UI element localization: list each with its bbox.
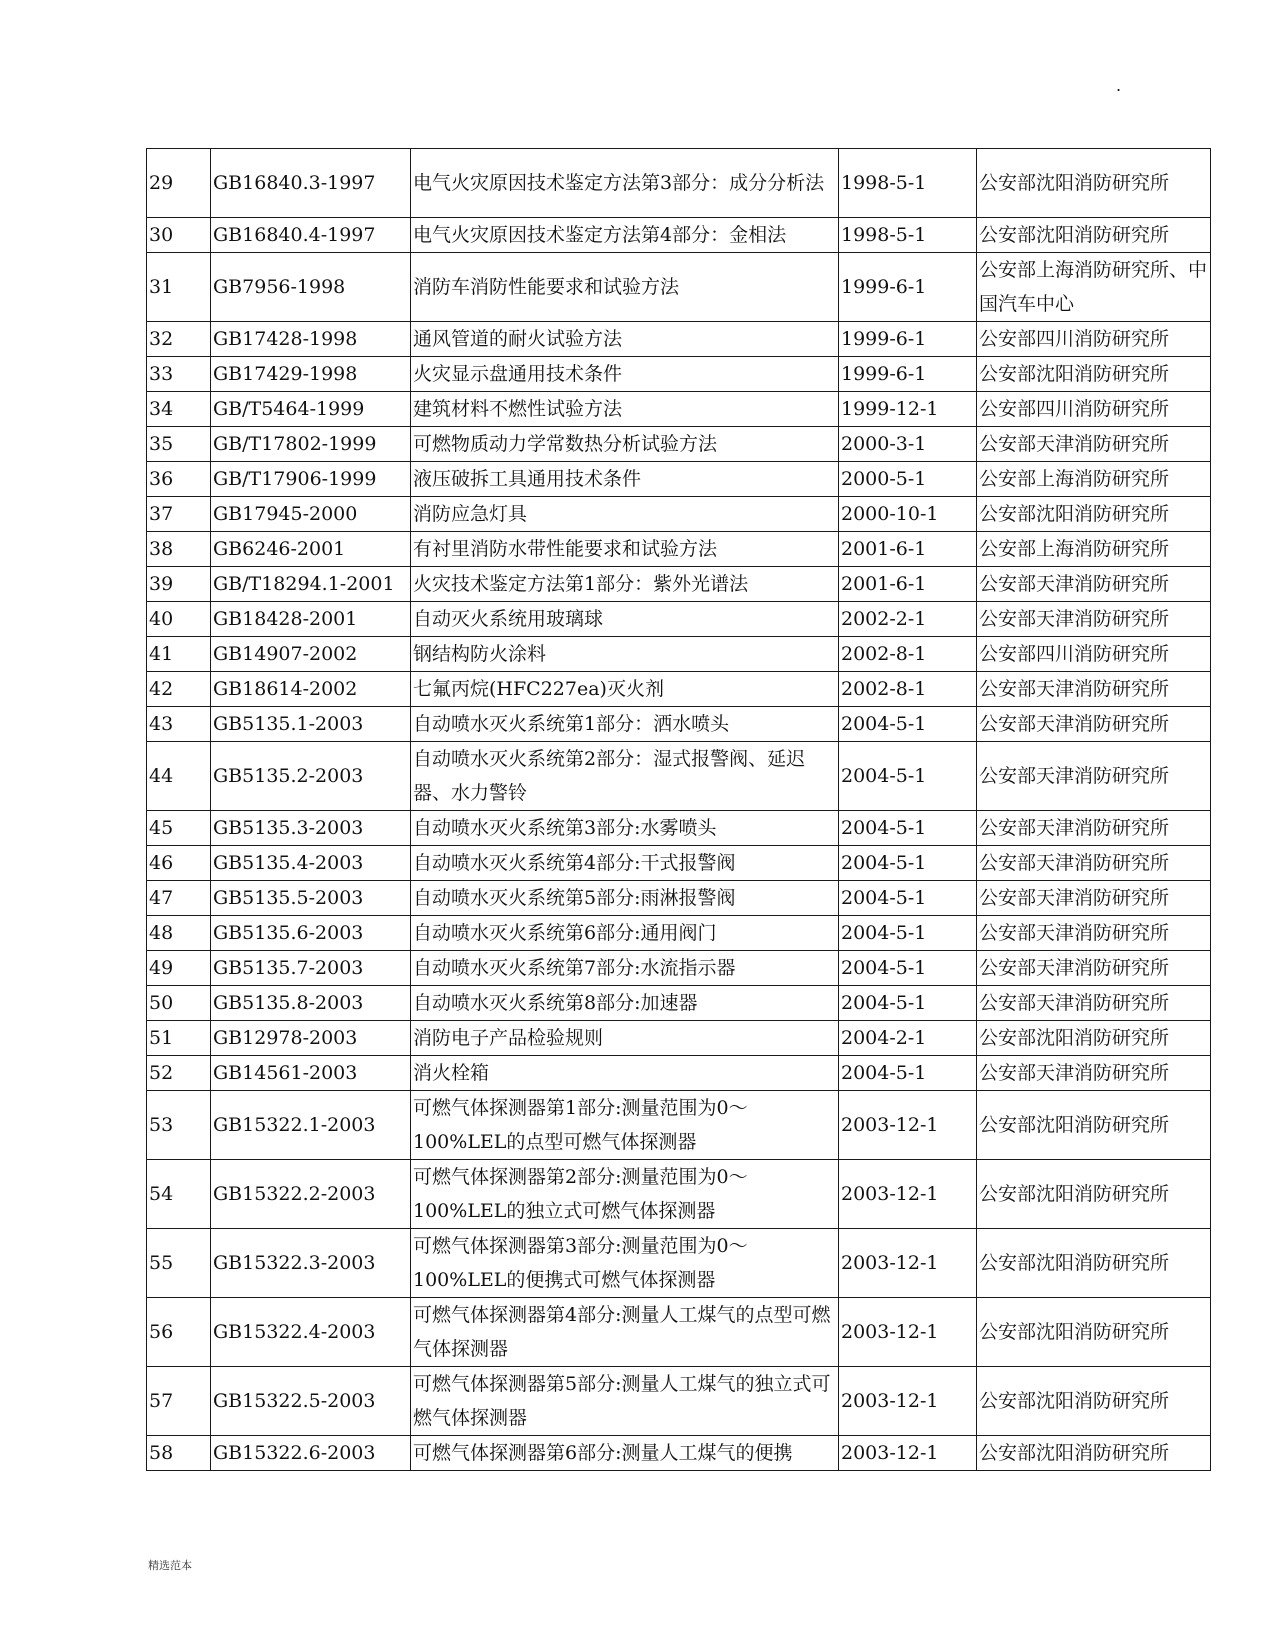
standard-code-cell: GB5135.3-2003 <box>211 811 411 846</box>
standard-code-cell: GB5135.4-2003 <box>211 846 411 881</box>
drafting-organization-cell: 公安部沈阳消防研究所 <box>977 1091 1211 1160</box>
table-row <box>147 1229 1211 1298</box>
standard-title-cell: 可燃物质动力学常数热分析试验方法 <box>411 427 839 462</box>
effective-date-cell: 1999-6-1 <box>839 322 977 357</box>
row-number-cell: 42 <box>147 672 211 707</box>
row-number-cell: 58 <box>147 1436 211 1471</box>
drafting-organization-cell: 公安部沈阳消防研究所 <box>977 218 1211 253</box>
table-row <box>147 253 1211 322</box>
standard-title-cell: 自动喷水灭火系统第4部分:干式报警阀 <box>411 846 839 881</box>
standard-title-cell: 有衬里消防水带性能要求和试验方法 <box>411 532 839 567</box>
effective-date-cell: 2001-6-1 <box>839 567 977 602</box>
standard-title-cell: 自动喷水灭火系统第8部分:加速器 <box>411 986 839 1021</box>
effective-date-cell: 2003-12-1 <box>839 1298 977 1367</box>
table-row <box>147 322 1211 357</box>
table-row <box>147 672 1211 707</box>
effective-date-cell: 2003-12-1 <box>839 1160 977 1229</box>
effective-date-cell: 2004-5-1 <box>839 916 977 951</box>
drafting-organization-cell: 公安部天津消防研究所 <box>977 916 1211 951</box>
table-row <box>147 811 1211 846</box>
effective-date-cell: 2000-3-1 <box>839 427 977 462</box>
effective-date-cell: 2002-8-1 <box>839 637 977 672</box>
effective-date-cell: 2004-2-1 <box>839 1021 977 1056</box>
table-row <box>147 497 1211 532</box>
effective-date-cell: 2004-5-1 <box>839 742 977 811</box>
row-number-cell: 57 <box>147 1367 211 1436</box>
standard-code-cell: GB5135.6-2003 <box>211 916 411 951</box>
table-row <box>147 637 1211 672</box>
standard-code-cell: GB/T17906-1999 <box>211 462 411 497</box>
standard-title-cell: 可燃气体探测器第1部分:测量范围为0～100%LEL的点型可燃气体探测器 <box>411 1091 839 1160</box>
table-row <box>147 462 1211 497</box>
drafting-organization-cell: 公安部上海消防研究所 <box>977 462 1211 497</box>
table-row <box>147 1021 1211 1056</box>
effective-date-cell: 2004-5-1 <box>839 881 977 916</box>
row-number-cell: 44 <box>147 742 211 811</box>
standard-title-cell: 钢结构防火涂料 <box>411 637 839 672</box>
standard-code-cell: GB15322.5-2003 <box>211 1367 411 1436</box>
drafting-organization-cell: 公安部天津消防研究所 <box>977 567 1211 602</box>
row-number-cell: 48 <box>147 916 211 951</box>
row-number-cell: 38 <box>147 532 211 567</box>
row-number-cell: 33 <box>147 357 211 392</box>
standard-code-cell: GB17428-1998 <box>211 322 411 357</box>
standard-code-cell: GB7956-1998 <box>211 253 411 322</box>
standard-title-cell: 自动喷水灭火系统第3部分:水雾喷头 <box>411 811 839 846</box>
standard-code-cell: GB5135.7-2003 <box>211 951 411 986</box>
effective-date-cell: 2004-5-1 <box>839 707 977 742</box>
standard-code-cell: GB18428-2001 <box>211 602 411 637</box>
drafting-organization-cell: 公安部四川消防研究所 <box>977 392 1211 427</box>
standards-table <box>146 148 1211 1471</box>
standard-code-cell: GB15322.2-2003 <box>211 1160 411 1229</box>
drafting-organization-cell: 公安部天津消防研究所 <box>977 707 1211 742</box>
table-row <box>147 846 1211 881</box>
standard-code-cell: GB/T18294.1-2001 <box>211 567 411 602</box>
drafting-organization-cell: 公安部沈阳消防研究所 <box>977 1160 1211 1229</box>
standard-code-cell: GB15322.3-2003 <box>211 1229 411 1298</box>
drafting-organization-cell: 公安部上海消防研究所、中国汽车中心 <box>977 253 1211 322</box>
row-number-cell: 40 <box>147 602 211 637</box>
table-row <box>147 602 1211 637</box>
drafting-organization-cell: 公安部沈阳消防研究所 <box>977 1229 1211 1298</box>
row-number-cell: 39 <box>147 567 211 602</box>
standard-title-cell: 消防电子产品检验规则 <box>411 1021 839 1056</box>
table-row <box>147 986 1211 1021</box>
effective-date-cell: 2001-6-1 <box>839 532 977 567</box>
drafting-organization-cell: 公安部天津消防研究所 <box>977 986 1211 1021</box>
row-number-cell: 51 <box>147 1021 211 1056</box>
standard-title-cell: 建筑材料不燃性试验方法 <box>411 392 839 427</box>
row-number-cell: 41 <box>147 637 211 672</box>
drafting-organization-cell: 公安部沈阳消防研究所 <box>977 1367 1211 1436</box>
drafting-organization-cell: 公安部沈阳消防研究所 <box>977 1436 1211 1471</box>
standard-title-cell: 可燃气体探测器第4部分:测量人工煤气的点型可燃气体探测器 <box>411 1298 839 1367</box>
effective-date-cell: 2004-5-1 <box>839 951 977 986</box>
table-row <box>147 357 1211 392</box>
effective-date-cell: 1998-5-1 <box>839 218 977 253</box>
standard-code-cell: GB5135.2-2003 <box>211 742 411 811</box>
drafting-organization-cell: 公安部沈阳消防研究所 <box>977 1298 1211 1367</box>
effective-date-cell: 2003-12-1 <box>839 1229 977 1298</box>
standard-code-cell: GB5135.1-2003 <box>211 707 411 742</box>
drafting-organization-cell: 公安部天津消防研究所 <box>977 846 1211 881</box>
table-row <box>147 1367 1211 1436</box>
standard-title-cell: 电气火灾原因技术鉴定方法第3部分：成分分析法 <box>411 149 839 218</box>
table-row <box>147 1091 1211 1160</box>
standard-title-cell: 消防应急灯具 <box>411 497 839 532</box>
effective-date-cell: 2003-12-1 <box>839 1367 977 1436</box>
table-row <box>147 218 1211 253</box>
table-row <box>147 392 1211 427</box>
table-row <box>147 881 1211 916</box>
standard-title-cell: 消防车消防性能要求和试验方法 <box>411 253 839 322</box>
standard-code-cell: GB18614-2002 <box>211 672 411 707</box>
standard-code-cell: GB16840.3-1997 <box>211 149 411 218</box>
table-row <box>147 742 1211 811</box>
drafting-organization-cell: 公安部天津消防研究所 <box>977 427 1211 462</box>
row-number-cell: 43 <box>147 707 211 742</box>
row-number-cell: 31 <box>147 253 211 322</box>
standard-title-cell: 自动喷水灭火系统第6部分:通用阀门 <box>411 916 839 951</box>
effective-date-cell: 2003-12-1 <box>839 1436 977 1471</box>
effective-date-cell: 2004-5-1 <box>839 846 977 881</box>
standard-title-cell: 自动喷水灭火系统第2部分：湿式报警阀、延迟器、水力警铃 <box>411 742 839 811</box>
standard-code-cell: GB/T5464-1999 <box>211 392 411 427</box>
table-row <box>147 1056 1211 1091</box>
standard-title-cell: 自动喷水灭火系统第1部分：洒水喷头 <box>411 707 839 742</box>
row-number-cell: 46 <box>147 846 211 881</box>
drafting-organization-cell: 公安部天津消防研究所 <box>977 951 1211 986</box>
standard-title-cell: 可燃气体探测器第6部分:测量人工煤气的便携 <box>411 1436 839 1471</box>
standard-title-cell: 可燃气体探测器第5部分:测量人工煤气的独立式可燃气体探测器 <box>411 1367 839 1436</box>
row-number-cell: 56 <box>147 1298 211 1367</box>
row-number-cell: 30 <box>147 218 211 253</box>
table-row <box>147 1436 1211 1471</box>
effective-date-cell: 2000-5-1 <box>839 462 977 497</box>
row-number-cell: 54 <box>147 1160 211 1229</box>
drafting-organization-cell: 公安部天津消防研究所 <box>977 602 1211 637</box>
standard-title-cell: 火灾显示盘通用技术条件 <box>411 357 839 392</box>
row-number-cell: 47 <box>147 881 211 916</box>
row-number-cell: 35 <box>147 427 211 462</box>
standard-code-cell: GB/T17802-1999 <box>211 427 411 462</box>
effective-date-cell: 2004-5-1 <box>839 986 977 1021</box>
standard-code-cell: GB5135.5-2003 <box>211 881 411 916</box>
effective-date-cell: 2002-2-1 <box>839 602 977 637</box>
table-row <box>147 532 1211 567</box>
row-number-cell: 29 <box>147 149 211 218</box>
standard-code-cell: GB15322.6-2003 <box>211 1436 411 1471</box>
drafting-organization-cell: 公安部天津消防研究所 <box>977 742 1211 811</box>
standards-table-body <box>147 149 1211 1471</box>
row-number-cell: 52 <box>147 1056 211 1091</box>
standard-code-cell: GB15322.4-2003 <box>211 1298 411 1367</box>
row-number-cell: 50 <box>147 986 211 1021</box>
row-number-cell: 36 <box>147 462 211 497</box>
page-footer: 精选范本 <box>148 1559 192 1572</box>
table-row <box>147 427 1211 462</box>
standard-title-cell: 通风管道的耐火试验方法 <box>411 322 839 357</box>
effective-date-cell: 2003-12-1 <box>839 1091 977 1160</box>
row-number-cell: 32 <box>147 322 211 357</box>
row-number-cell: 34 <box>147 392 211 427</box>
standard-title-cell: 自动喷水灭火系统第5部分:雨淋报警阀 <box>411 881 839 916</box>
effective-date-cell: 1998-5-1 <box>839 149 977 218</box>
standard-code-cell: GB14907-2002 <box>211 637 411 672</box>
drafting-organization-cell: 公安部天津消防研究所 <box>977 1056 1211 1091</box>
effective-date-cell: 2000-10-1 <box>839 497 977 532</box>
row-number-cell: 55 <box>147 1229 211 1298</box>
standard-code-cell: GB6246-2001 <box>211 532 411 567</box>
standard-code-cell: GB14561-2003 <box>211 1056 411 1091</box>
table-row <box>147 916 1211 951</box>
standard-title-cell: 火灾技术鉴定方法第1部分：紫外光谱法 <box>411 567 839 602</box>
table-row <box>147 1298 1211 1367</box>
standard-title-cell: 自动灭火系统用玻璃球 <box>411 602 839 637</box>
standard-title-cell: 液压破拆工具通用技术条件 <box>411 462 839 497</box>
standard-title-cell: 自动喷水灭火系统第7部分:水流指示器 <box>411 951 839 986</box>
standard-title-cell: 七氟丙烷(HFC227ea)灭火剂 <box>411 672 839 707</box>
drafting-organization-cell: 公安部沈阳消防研究所 <box>977 149 1211 218</box>
drafting-organization-cell: 公安部四川消防研究所 <box>977 322 1211 357</box>
page-top-mark: . <box>1116 76 1122 95</box>
table-row <box>147 1160 1211 1229</box>
drafting-organization-cell: 公安部四川消防研究所 <box>977 637 1211 672</box>
row-number-cell: 53 <box>147 1091 211 1160</box>
standard-code-cell: GB17429-1998 <box>211 357 411 392</box>
standard-code-cell: GB15322.1-2003 <box>211 1091 411 1160</box>
effective-date-cell: 2004-5-1 <box>839 811 977 846</box>
table-row <box>147 149 1211 218</box>
effective-date-cell: 1999-12-1 <box>839 392 977 427</box>
drafting-organization-cell: 公安部天津消防研究所 <box>977 881 1211 916</box>
drafting-organization-cell: 公安部沈阳消防研究所 <box>977 497 1211 532</box>
drafting-organization-cell: 公安部上海消防研究所 <box>977 532 1211 567</box>
standard-code-cell: GB5135.8-2003 <box>211 986 411 1021</box>
drafting-organization-cell: 公安部沈阳消防研究所 <box>977 1021 1211 1056</box>
standard-title-cell: 可燃气体探测器第2部分:测量范围为0～100%LEL的独立式可燃气体探测器 <box>411 1160 839 1229</box>
standard-code-cell: GB17945-2000 <box>211 497 411 532</box>
standard-code-cell: GB16840.4-1997 <box>211 218 411 253</box>
effective-date-cell: 2002-8-1 <box>839 672 977 707</box>
table-row <box>147 951 1211 986</box>
drafting-organization-cell: 公安部天津消防研究所 <box>977 811 1211 846</box>
table-row <box>147 567 1211 602</box>
standard-title-cell: 可燃气体探测器第3部分:测量范围为0～100%LEL的便携式可燃气体探测器 <box>411 1229 839 1298</box>
standard-code-cell: GB12978-2003 <box>211 1021 411 1056</box>
row-number-cell: 45 <box>147 811 211 846</box>
standard-title-cell: 电气火灾原因技术鉴定方法第4部分：金相法 <box>411 218 839 253</box>
effective-date-cell: 1999-6-1 <box>839 253 977 322</box>
drafting-organization-cell: 公安部沈阳消防研究所 <box>977 357 1211 392</box>
table-row <box>147 707 1211 742</box>
standard-title-cell: 消火栓箱 <box>411 1056 839 1091</box>
effective-date-cell: 1999-6-1 <box>839 357 977 392</box>
effective-date-cell: 2004-5-1 <box>839 1056 977 1091</box>
row-number-cell: 49 <box>147 951 211 986</box>
drafting-organization-cell: 公安部天津消防研究所 <box>977 672 1211 707</box>
row-number-cell: 37 <box>147 497 211 532</box>
